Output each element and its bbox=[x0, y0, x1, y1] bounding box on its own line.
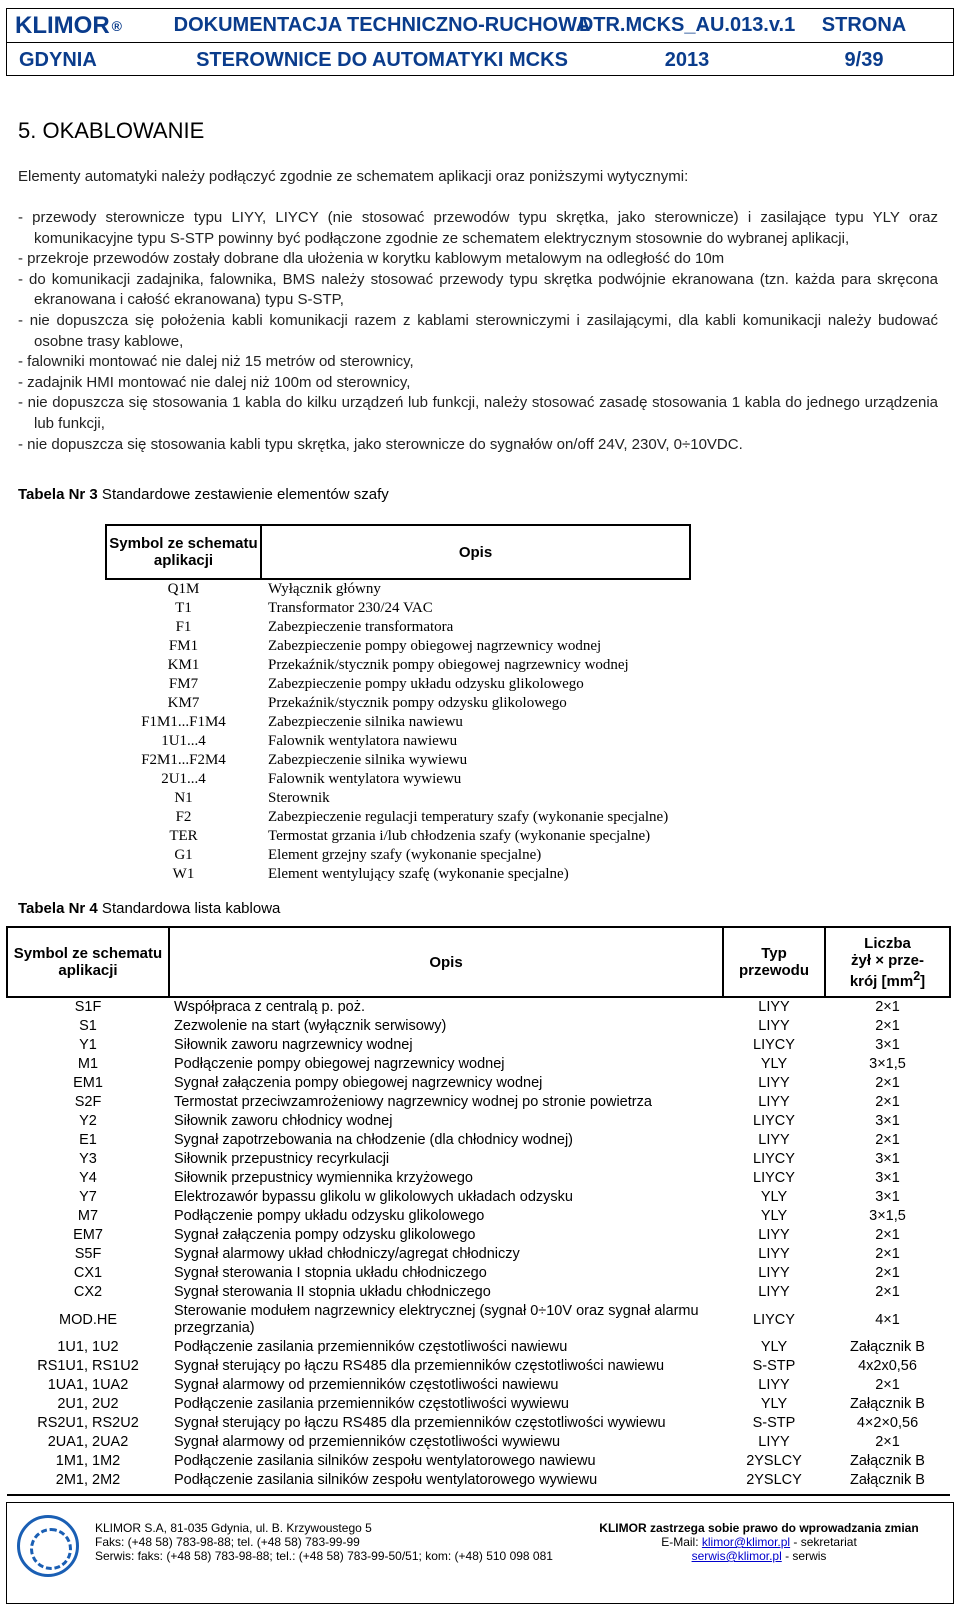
description-cell: Podłączenie zasilania silników zespołu wentylatorowego wywiewu bbox=[174, 1472, 598, 1488]
description-cell: Element grzejny szafy (wykonanie specjalne) bbox=[268, 847, 542, 863]
description-cell: Zabezpieczenie regulacji temperatury szafy (wykonanie specjalne) bbox=[268, 809, 669, 825]
description-cell: Sygnał załączenia pompy odzysku glikolowego bbox=[174, 1227, 476, 1243]
cable-type-cell: 2YSLCY bbox=[746, 1472, 802, 1488]
description-cell: Sygnał sterowania I stopnia układu chłodniczego bbox=[174, 1265, 487, 1281]
symbol-cell: TER bbox=[169, 828, 198, 844]
page-number: 9/39 bbox=[844, 48, 884, 71]
cable-type-cell: LIYCY bbox=[753, 1170, 795, 1186]
symbol-cell: W1 bbox=[172, 866, 195, 882]
table-row bbox=[7, 1055, 950, 1074]
table-row bbox=[106, 865, 690, 884]
email-label: E-Mail: bbox=[661, 1535, 702, 1549]
symbol-cell: Y7 bbox=[79, 1189, 97, 1205]
symbol-cell: MOD.HE bbox=[59, 1311, 117, 1328]
table-row bbox=[7, 1245, 950, 1264]
cable-type-cell: 2YSLCY bbox=[746, 1453, 802, 1469]
table3-caption: Tabela Nr 3 Standardowe zestawienie elementów szafy bbox=[18, 486, 389, 503]
symbol-cell: FM1 bbox=[168, 638, 199, 654]
table-row bbox=[7, 1188, 950, 1207]
conductor-count-cell: 2×1 bbox=[875, 1227, 900, 1243]
table4-header-symbol: Symbol ze schematu aplikacji bbox=[7, 927, 169, 997]
cable-type-cell: LIYY bbox=[758, 1132, 790, 1148]
table-row bbox=[106, 599, 690, 618]
footer-contact bbox=[95, 1521, 553, 1563]
description-cell: Sygnał sterowania II stopnia układu chłodniczego bbox=[174, 1284, 491, 1300]
table-row bbox=[7, 1017, 950, 1036]
table3-header-desc: Opis bbox=[261, 525, 690, 579]
description-cell: Podłączenie zasilania przemienników częstotliwości wywiewu bbox=[174, 1396, 569, 1412]
symbol-cell: 1U1, 1U2 bbox=[57, 1339, 119, 1355]
symbol-cell: EM7 bbox=[73, 1227, 103, 1243]
description-cell: Elektrozawór bypassu glikolu w glikolowych układach odzysku bbox=[174, 1189, 573, 1205]
guideline-item: - nie dopuszcza się stosowania kabli typu skrętka, jako sterownicze do sygnałów on/off 24V, 230V, 0÷10VDC. bbox=[18, 435, 743, 453]
table3-header-symbol: Symbol ze schematu aplikacji bbox=[106, 525, 261, 579]
description-cell: Sterowanie modułem nagrzewnicy elektrycznej (sygnał 0÷10V oraz sygnał alarmu przegrzania) bbox=[174, 1303, 699, 1336]
conductor-count-cell: 3×1 bbox=[875, 1113, 900, 1129]
description-cell: Podłączenie pompy układu odzysku glikolowego bbox=[174, 1208, 485, 1224]
description-cell: Przekaźnik/stycznik pompy odzysku glikolowego bbox=[268, 695, 567, 711]
table-row bbox=[106, 770, 690, 789]
cable-type-cell: LIYY bbox=[758, 1265, 790, 1281]
cable-type-cell: LIYY bbox=[758, 1246, 790, 1262]
email-link-office[interactable]: klimor@klimor.pl bbox=[701, 1535, 791, 1549]
description-cell: Sygnał alarmowy od przemienników częstotliwości nawiewu bbox=[174, 1377, 559, 1393]
table-row bbox=[106, 846, 690, 865]
table3-cabinet-elements bbox=[105, 524, 691, 884]
table-row bbox=[7, 1395, 950, 1414]
table-row bbox=[7, 1376, 950, 1395]
symbol-cell: F1M1...F1M4 bbox=[141, 714, 226, 730]
symbol-cell: 2U1, 2U2 bbox=[57, 1396, 119, 1412]
table-row bbox=[7, 1338, 950, 1357]
symbol-cell: G1 bbox=[174, 847, 193, 863]
table-row bbox=[106, 618, 690, 637]
guideline-item: - przekroje przewodów zostały dobrane dla ułożenia w korytku kablowym metalowym na odległość do 10m bbox=[18, 250, 725, 268]
description-cell: Sygnał załączenia pompy obiegowej nagrzewnicy wodnej bbox=[174, 1075, 543, 1091]
email-service-note: - serwis bbox=[781, 1549, 827, 1563]
cable-type-cell: LIYY bbox=[758, 999, 790, 1015]
symbol-cell: FM7 bbox=[168, 676, 199, 692]
cable-type-cell: LIYY bbox=[758, 1284, 790, 1300]
table-row bbox=[7, 1452, 950, 1471]
document-footer bbox=[6, 1502, 954, 1604]
table-row bbox=[7, 1414, 950, 1433]
cable-type-cell: LIYY bbox=[758, 1227, 790, 1243]
table4-header-type: Typ przewodu bbox=[723, 927, 825, 997]
conductor-count-cell: 3×1 bbox=[875, 1151, 900, 1167]
table-row bbox=[106, 713, 690, 732]
table-row bbox=[106, 827, 690, 846]
table-row bbox=[7, 1093, 950, 1112]
description-cell: Sygnał zapotrzebowania na chłodzenie (dla chłodnicy wodnej) bbox=[174, 1132, 573, 1148]
guideline-item: - falowniki montować nie dalej niż 15 metrów od sterownicy, bbox=[18, 353, 414, 371]
symbol-cell: EM1 bbox=[73, 1075, 103, 1091]
table-row bbox=[7, 1150, 950, 1169]
symbol-cell: 2M1, 2M2 bbox=[55, 1472, 121, 1488]
symbol-cell: N1 bbox=[174, 790, 193, 806]
description-cell: Podłączenie zasilania silników zespołu wentylatorowego nawiewu bbox=[174, 1453, 596, 1469]
description-cell: Zabezpieczenie silnika nawiewu bbox=[268, 714, 463, 730]
cable-type-cell: LIYY bbox=[758, 1434, 790, 1450]
description-cell: Siłownik przepustnicy wymiennika krzyżowego bbox=[174, 1170, 473, 1186]
description-cell: Zezwolenie na start (wyłącznik serwisowy) bbox=[174, 1018, 447, 1034]
table-row bbox=[7, 1433, 950, 1452]
footer-service: Serwis: faks: (+48 58) 783-98-88; tel.: (+48 58) 783-99-50/51; kom: (+48) 510 098 081 bbox=[95, 1549, 553, 1563]
description-cell: Sygnał sterujący po łączu RS485 dla przemienników częstotliwości wywiewu bbox=[174, 1415, 666, 1431]
description-cell: Sterownik bbox=[268, 790, 330, 806]
cable-type-cell: LIYCY bbox=[753, 1151, 795, 1167]
cable-type-cell: LIYY bbox=[758, 1018, 790, 1034]
table-row bbox=[7, 1131, 950, 1150]
footer-address: KLIMOR S.A, 81-035 Gdynia, ul. B. Krzywoustego 5 bbox=[95, 1521, 372, 1535]
table-row bbox=[7, 1169, 950, 1188]
table-row bbox=[7, 1357, 950, 1376]
table-row bbox=[7, 1264, 950, 1283]
description-cell: Siłownik przepustnicy recyrkulacji bbox=[174, 1151, 390, 1167]
conductor-count-cell: 4x2x0,56 bbox=[858, 1358, 917, 1374]
description-cell: Siłownik zaworu chłodnicy wodnej bbox=[174, 1113, 393, 1129]
cable-type-cell: YLY bbox=[760, 1056, 788, 1072]
conductor-count-cell: 3×1,5 bbox=[869, 1208, 906, 1224]
cable-type-cell: LIYCY bbox=[753, 1113, 795, 1129]
page-label: STRONA bbox=[775, 9, 953, 43]
symbol-cell: F2M1...F2M4 bbox=[141, 752, 226, 768]
table-row bbox=[7, 1207, 950, 1226]
conductor-count-cell: 2×1 bbox=[875, 999, 900, 1015]
table-row bbox=[106, 675, 690, 694]
doc-code: DTR.MCKS_AU.013.v.1 bbox=[599, 9, 775, 43]
symbol-cell: S2F bbox=[74, 1094, 102, 1110]
table-row bbox=[106, 732, 690, 751]
table-row bbox=[7, 1036, 950, 1055]
conductor-count-cell: 2×1 bbox=[875, 1265, 900, 1281]
table4-header-desc: Opis bbox=[169, 927, 723, 997]
conductor-count-cell: 3×1 bbox=[875, 1189, 900, 1205]
table-row bbox=[106, 808, 690, 827]
guideline-item: - przewody sterownicze typu LIYY, LIYCY (nie stosować przewodów typu skrętka, jako sterownicze) i zasilające typu YLY oraz komunikacyjne typu S-STP powinny być podłączone zgodnie ze schematem elektrycznym stosownie do wybranej aplikacji, bbox=[18, 209, 938, 247]
symbol-cell: RS2U1, RS2U2 bbox=[37, 1415, 139, 1431]
table-row bbox=[7, 1112, 950, 1131]
description-cell: Zabezpieczenie silnika wywiewu bbox=[268, 752, 468, 768]
guideline-item: - do komunikacji zadajnika, falownika, BMS należy stosować przewody typu skrętka podwójnie ekranowana (tzn. każda para skręcona ekranowana i całość ekranowana) typu S-STP, bbox=[18, 270, 938, 309]
guideline-item: - zadajnik HMI montować nie dalej niż 100m od sterownicy, bbox=[18, 373, 411, 391]
conductor-count-cell: 3×1,5 bbox=[869, 1056, 906, 1072]
conductor-count-cell: 2×1 bbox=[875, 1094, 900, 1110]
symbol-cell: Y3 bbox=[79, 1151, 97, 1167]
footer-phone: Faks: (+48 58) 783-98-88; tel. (+48 58) 783-99-99 bbox=[95, 1535, 360, 1549]
doc-title: DOKUMENTACJA TECHNICZNO-RUCHOWA bbox=[165, 9, 599, 43]
description-cell: Termostat grzania i/lub chłodzenia szafy (wykonanie specjalne) bbox=[268, 828, 651, 844]
description-cell: Falownik wentylatora wywiewu bbox=[268, 771, 462, 787]
symbol-cell: E1 bbox=[79, 1132, 97, 1148]
description-cell: Sygnał alarmowy od przemienników częstotliwości wywiewu bbox=[174, 1434, 561, 1450]
conductor-count-cell: 2×1 bbox=[875, 1284, 900, 1300]
description-cell: Sygnał alarmowy układ chłodniczy/agregat chłodniczy bbox=[174, 1246, 520, 1262]
symbol-cell: KM7 bbox=[167, 695, 200, 711]
description-cell: Transformator 230/24 VAC bbox=[268, 600, 433, 616]
symbol-cell: Y4 bbox=[79, 1170, 97, 1186]
symbol-cell: F1 bbox=[175, 619, 192, 635]
symbol-cell: Y2 bbox=[79, 1113, 97, 1129]
table4-cable-list bbox=[6, 926, 951, 1496]
cable-type-cell: LIYCY bbox=[753, 1037, 795, 1053]
description-cell: Sygnał sterujący po łączu RS485 dla przemienników częstotliwości nawiewu bbox=[174, 1358, 665, 1374]
cable-type-cell: YLY bbox=[760, 1339, 788, 1355]
table-row bbox=[7, 1302, 950, 1338]
conductor-count-cell: 2×1 bbox=[875, 1132, 900, 1148]
symbol-cell: S1 bbox=[79, 1018, 97, 1034]
table-row bbox=[106, 656, 690, 675]
cable-type-cell: LIYCY bbox=[753, 1311, 795, 1328]
table-row bbox=[106, 637, 690, 656]
conductor-count-cell: 2×1 bbox=[875, 1377, 900, 1393]
table-row bbox=[7, 1283, 950, 1302]
cable-type-cell: YLY bbox=[760, 1396, 788, 1412]
symbol-cell: 2U1...4 bbox=[161, 771, 206, 787]
description-cell: Element wentylujący szafę (wykonanie specjalne) bbox=[268, 866, 569, 882]
description-cell: Podłączenie zasilania przemienników częstotliwości nawiewu bbox=[174, 1339, 568, 1355]
conductor-count-cell: 2×1 bbox=[875, 1434, 900, 1450]
description-cell: Termostat przeciwzamrożeniowy nagrzewnicy wodnej po stronie powietrza bbox=[174, 1094, 652, 1110]
brand-logo-text: KLIMOR ® bbox=[7, 9, 165, 43]
table-row bbox=[7, 1074, 950, 1093]
footer-rights-note: KLIMOR zastrzega sobie prawo do wprowadzania zmian bbox=[599, 1521, 919, 1535]
cable-type-cell: LIYY bbox=[758, 1075, 790, 1091]
symbol-cell: Q1M bbox=[167, 581, 200, 597]
document-header bbox=[6, 8, 954, 76]
conductor-count-cell: 3×1 bbox=[875, 1170, 900, 1186]
table-row bbox=[106, 694, 690, 713]
doc-year: 2013 bbox=[664, 48, 710, 71]
doc-subtitle: STEROWNICE DO AUTOMATYKI MCKS bbox=[196, 48, 568, 71]
footer-right bbox=[589, 1521, 929, 1563]
table4-caption: Tabela Nr 4 Standardowa lista kablowa bbox=[18, 900, 281, 917]
description-cell: Zabezpieczenie pompy układu odzysku glikolowego bbox=[268, 676, 584, 692]
section-intro: Elementy automatyki należy podłączyć zgodnie ze schematem aplikacji oraz poniższymi wytycznymi: bbox=[18, 168, 689, 185]
symbol-cell: KM1 bbox=[167, 657, 200, 673]
guidelines-list bbox=[18, 208, 938, 455]
conductor-count-cell: 2×1 bbox=[875, 1246, 900, 1262]
symbol-cell: T1 bbox=[175, 600, 192, 616]
symbol-cell: S5F bbox=[74, 1246, 102, 1262]
symbol-cell: RS1U1, RS1U2 bbox=[37, 1358, 139, 1374]
description-cell: Falownik wentylatora nawiewu bbox=[268, 733, 458, 749]
symbol-cell: 1U1...4 bbox=[161, 733, 206, 749]
table-row bbox=[106, 579, 690, 599]
cable-type-cell: LIYY bbox=[758, 1377, 790, 1393]
description-cell: Siłownik zaworu nagrzewnicy wodnej bbox=[174, 1037, 413, 1053]
symbol-cell: M7 bbox=[77, 1208, 99, 1224]
description-cell: Przekaźnik/stycznik pompy obiegowej nagrzewnicy wodnej bbox=[268, 657, 629, 673]
symbol-cell: CX2 bbox=[73, 1284, 103, 1300]
symbol-cell: Y1 bbox=[79, 1037, 97, 1053]
description-cell: Zabezpieczenie transformatora bbox=[268, 619, 454, 635]
conductor-count-cell: 2×1 bbox=[875, 1018, 900, 1034]
email-link-service[interactable]: serwis@klimor.pl bbox=[691, 1549, 782, 1563]
cable-type-cell: YLY bbox=[760, 1189, 788, 1205]
cable-type-cell: YLY bbox=[760, 1208, 788, 1224]
symbol-cell: 2UA1, 2UA2 bbox=[47, 1434, 129, 1450]
conductor-count-cell: Załącznik B bbox=[850, 1339, 925, 1355]
conductor-count-cell: 4×2×0,56 bbox=[856, 1415, 919, 1431]
description-cell: Współpraca z centralą p. poż. bbox=[174, 999, 366, 1015]
symbol-cell: M1 bbox=[77, 1056, 99, 1072]
symbol-cell: 1M1, 1M2 bbox=[55, 1453, 121, 1469]
conductor-count-cell: 3×1 bbox=[875, 1037, 900, 1053]
conductor-count-cell: Załącznik B bbox=[850, 1396, 925, 1412]
symbol-cell: CX1 bbox=[73, 1265, 103, 1281]
email-office-note: - sekretariat bbox=[790, 1535, 857, 1549]
description-cell: Wyłącznik główny bbox=[268, 581, 381, 597]
table4-header-count: Liczba żył × prze- krój $[mm^2]$ bbox=[825, 927, 950, 997]
table-row bbox=[106, 789, 690, 808]
symbol-cell: 1UA1, 1UA2 bbox=[47, 1377, 129, 1393]
table-row bbox=[7, 997, 950, 1017]
symbol-cell: F2 bbox=[175, 809, 192, 825]
conductor-count-cell: 2×1 bbox=[875, 1075, 900, 1091]
city: GDYNIA bbox=[19, 48, 97, 71]
cable-type-cell: S-STP bbox=[752, 1415, 796, 1431]
section-heading: 5. OKABLOWANIE bbox=[18, 118, 205, 143]
description-cell: Zabezpieczenie pompy obiegowej nagrzewnicy wodnej bbox=[268, 638, 602, 654]
table-row bbox=[7, 1471, 950, 1495]
conductor-count-cell: Załącznik B bbox=[850, 1472, 925, 1488]
symbol-cell: S1F bbox=[74, 999, 102, 1015]
table-row bbox=[7, 1226, 950, 1245]
conductor-count-cell: Załącznik B bbox=[850, 1453, 925, 1469]
cable-type-cell: LIYY bbox=[758, 1094, 790, 1110]
company-logo-icon bbox=[17, 1515, 79, 1577]
description-cell: Podłączenie pompy obiegowej nagrzewnicy wodnej bbox=[174, 1056, 505, 1072]
guideline-item: - nie dopuszcza się stosowania 1 kabla do kilku urządzeń lub funkcji, należy stosować zasadę stosowania 1 kabla do jednego urządzenia lub funkcji, bbox=[18, 394, 938, 432]
table-row bbox=[106, 751, 690, 770]
guideline-item: - nie dopuszcza się położenia kabli komunikacji razem z kablami sterowniczymi i zasilającymi, dla kabli komunikacji należy budować osobne trasy kablowe, bbox=[18, 311, 938, 350]
conductor-count-cell: 4×1 bbox=[875, 1311, 900, 1328]
cable-type-cell: S-STP bbox=[752, 1358, 796, 1374]
